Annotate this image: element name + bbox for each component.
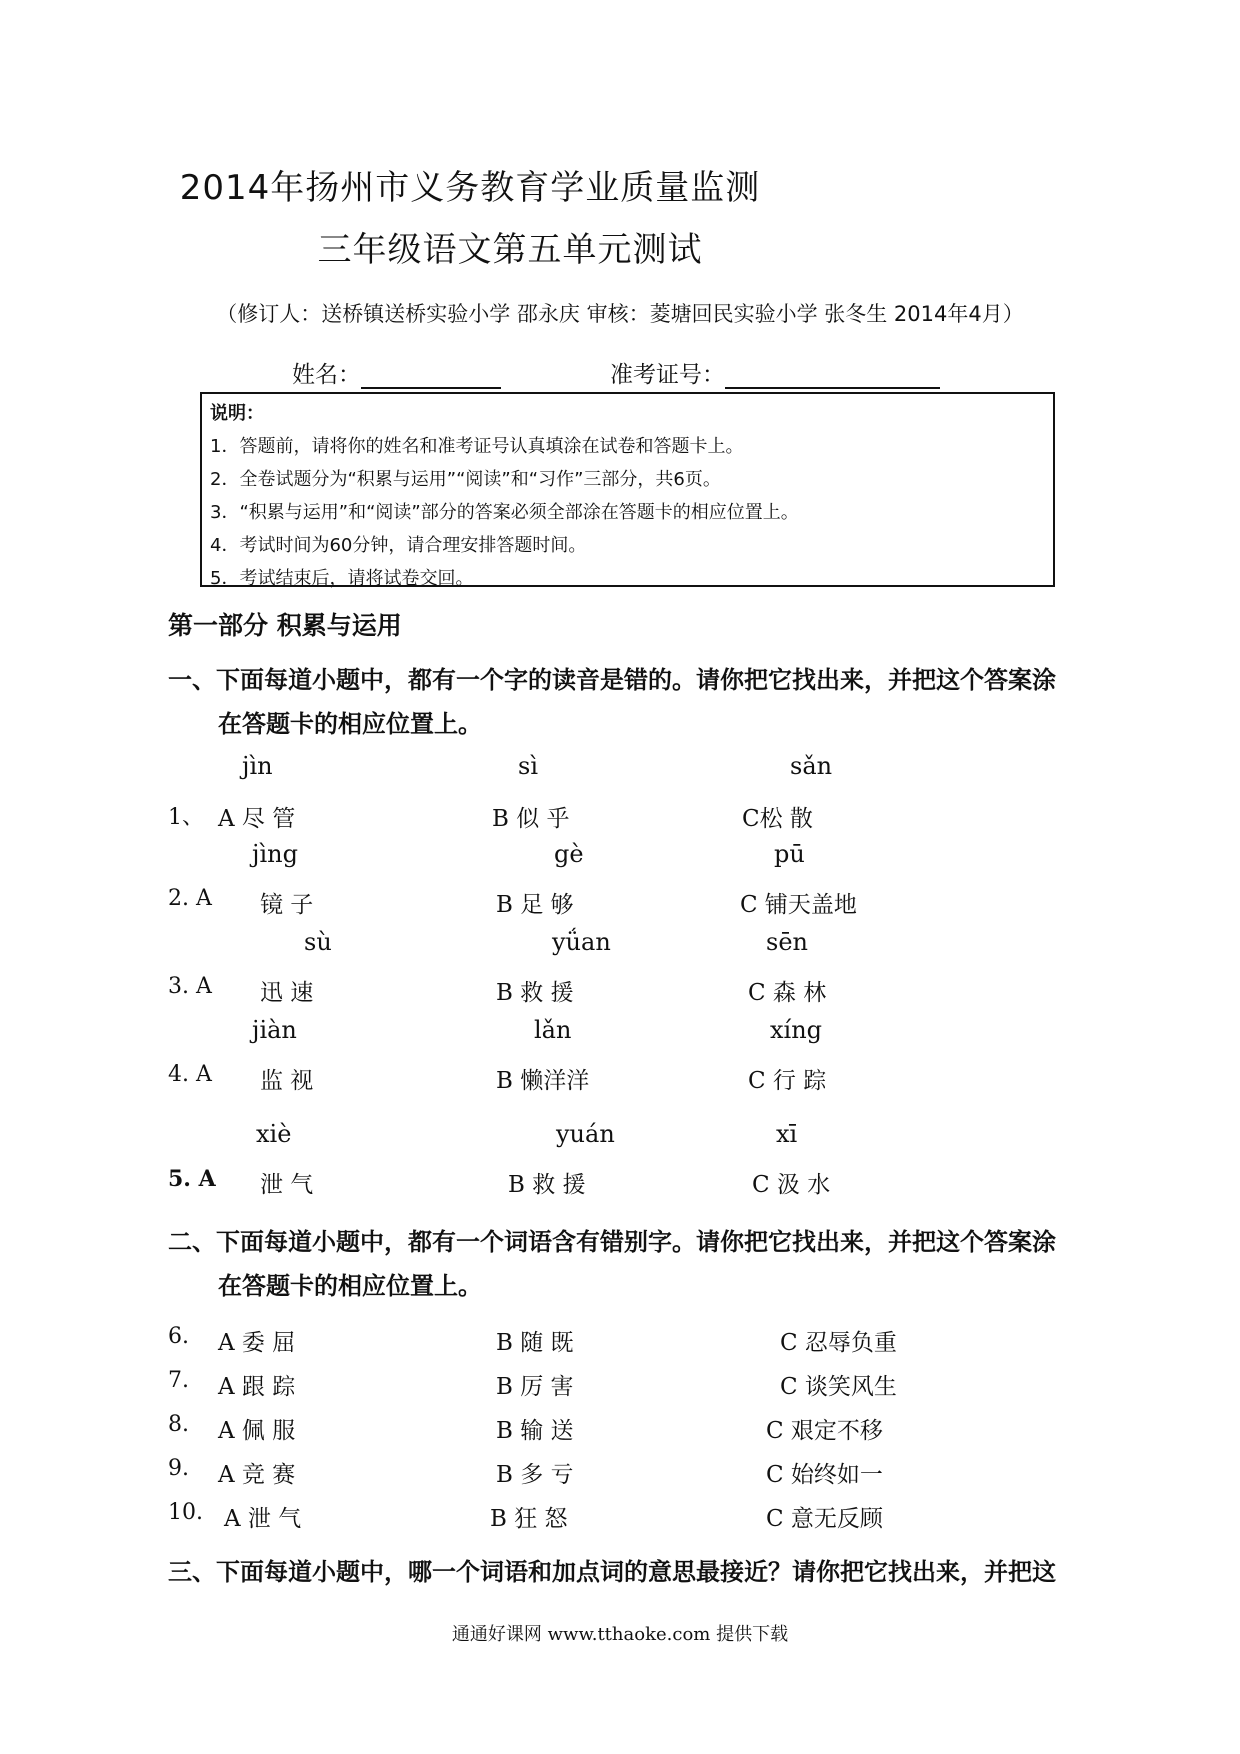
- pinyin: yuán: [556, 1120, 615, 1148]
- option-b: B 输 送: [496, 1418, 574, 1444]
- question-number: 9.: [168, 1456, 189, 1481]
- question-number: 2. A: [168, 886, 212, 911]
- option-a: 监 视: [260, 1068, 314, 1094]
- name-field[interactable]: [292, 356, 501, 389]
- section1-line2: 在答题卡的相应位置上。: [218, 710, 482, 738]
- pinyin: gè: [554, 840, 584, 868]
- part-title: 第一部分 积累与运用: [168, 611, 402, 640]
- question-number: 4. A: [168, 1062, 212, 1087]
- section2-line2: 在答题卡的相应位置上。: [218, 1272, 482, 1300]
- section2-question: [168, 1220, 1098, 1308]
- pinyin: sù: [304, 928, 332, 956]
- pinyin: sǎn: [790, 752, 833, 780]
- option-a: 镜 子: [260, 892, 314, 918]
- option-c: C 忍辱负重: [780, 1330, 897, 1356]
- instruction-item: 4．考试时间为60分钟，请合理安排答题时间。: [210, 535, 587, 556]
- pinyin: lǎn: [534, 1016, 572, 1044]
- pinyin: xiè: [256, 1120, 292, 1148]
- section1-question: [168, 658, 1098, 746]
- option-a: A 委 屈: [218, 1330, 296, 1356]
- option-b: B 懒洋洋: [496, 1068, 590, 1094]
- instruction-item: 5．考试结束后，请将试卷交回。: [210, 568, 474, 589]
- instructions-title: 说明：: [210, 403, 264, 424]
- option-c: C 意无反顾: [766, 1506, 883, 1532]
- pinyin: jìn: [242, 752, 273, 780]
- option-b: B 足 够: [496, 892, 574, 918]
- option-a: A 跟 踪: [218, 1374, 296, 1400]
- option-a: 泄 气: [260, 1172, 314, 1198]
- pinyin: sì: [518, 752, 538, 780]
- instruction-item: 2．全卷试题分为“积累与运用”“阅读”和“习作”三部分，共6页。: [210, 469, 721, 490]
- pinyin: xī: [776, 1120, 798, 1148]
- option-c: C 汲 水: [752, 1172, 831, 1198]
- credit-line: （修订人：送桥镇送桥实验小学 邵永庆 审核：菱塘回民实验小学 张冬生 2014年4月）: [216, 302, 1024, 326]
- option-a: A 佩 服: [218, 1418, 296, 1444]
- option-b: B 救 援: [496, 980, 574, 1006]
- pinyin: yǘan: [552, 928, 611, 956]
- question-number: 1、: [168, 805, 204, 830]
- option-c: C 森 林: [748, 980, 827, 1006]
- option-c: C 铺天盖地: [740, 892, 857, 918]
- section2-line1: 二、下面每道小题中，都有一个词语含有错别字。请你把它找出来，并把这个答案涂: [168, 1228, 1056, 1256]
- option-b: B 厉 害: [496, 1374, 574, 1400]
- name-label: 姓名：: [292, 362, 361, 388]
- pinyin: jìng: [252, 840, 298, 868]
- instruction-item: 1．答题前，请将你的姓名和准考证号认真填涂在试卷和答题卡上。: [210, 436, 744, 457]
- option-b: B 救 援: [508, 1172, 586, 1198]
- section1-line1: 一、下面每道小题中，都有一个字的读音是错的。请你把它找出来，并把这个答案涂: [168, 666, 1056, 694]
- question-number: 5. A: [168, 1166, 216, 1192]
- exam-id-field[interactable]: [610, 356, 940, 389]
- option-c: C松 散: [742, 806, 813, 832]
- pinyin: jiàn: [252, 1016, 297, 1044]
- exam-id-label: 准考证号：: [610, 362, 725, 388]
- option-b: B 随 既: [496, 1330, 574, 1356]
- option-b: B 似 乎: [492, 806, 570, 832]
- option-c: C 行 踪: [748, 1068, 827, 1094]
- exam-id-blank[interactable]: [725, 365, 940, 389]
- question-number: 10.: [168, 1500, 203, 1525]
- option-a: A 竞 赛: [218, 1462, 296, 1488]
- option-c: C 谈笑风生: [780, 1374, 897, 1400]
- pinyin: xíng: [770, 1016, 823, 1044]
- section3-question: [168, 1550, 1098, 1594]
- footer-text: 通通好课网 www.tthaoke.com 提供下载: [451, 1624, 789, 1645]
- option-b: B 狂 怒: [490, 1506, 568, 1532]
- pinyin: pū: [774, 840, 805, 868]
- option-c: C 始终如一: [766, 1462, 883, 1488]
- option-a: A 尽 管: [218, 806, 296, 832]
- instructions-box: [200, 392, 1055, 587]
- name-blank[interactable]: [361, 365, 501, 389]
- option-a: 迅 速: [260, 980, 314, 1006]
- document-title: 2014年扬州市义务教育学业质量监测: [179, 168, 761, 208]
- document-subtitle: 三年级语文第五单元测试: [317, 230, 703, 270]
- option-b: B 多 亏: [496, 1462, 574, 1488]
- question-number: 8.: [168, 1412, 189, 1437]
- question-number: 3. A: [168, 974, 212, 999]
- question-number: 7.: [168, 1368, 189, 1393]
- pinyin: sēn: [766, 928, 808, 956]
- section3-line1: 三、下面每道小题中，哪一个词语和加点词的意思最接近？请你把它找出来，并把这: [168, 1558, 1056, 1586]
- instruction-item: 3．“积累与运用”和“阅读”部分的答案必须全部涂在答题卡的相应位置上。: [210, 502, 799, 523]
- option-a: A 泄 气: [224, 1506, 302, 1532]
- question-number: 6.: [168, 1324, 189, 1349]
- option-c: C 艰定不移: [766, 1418, 883, 1444]
